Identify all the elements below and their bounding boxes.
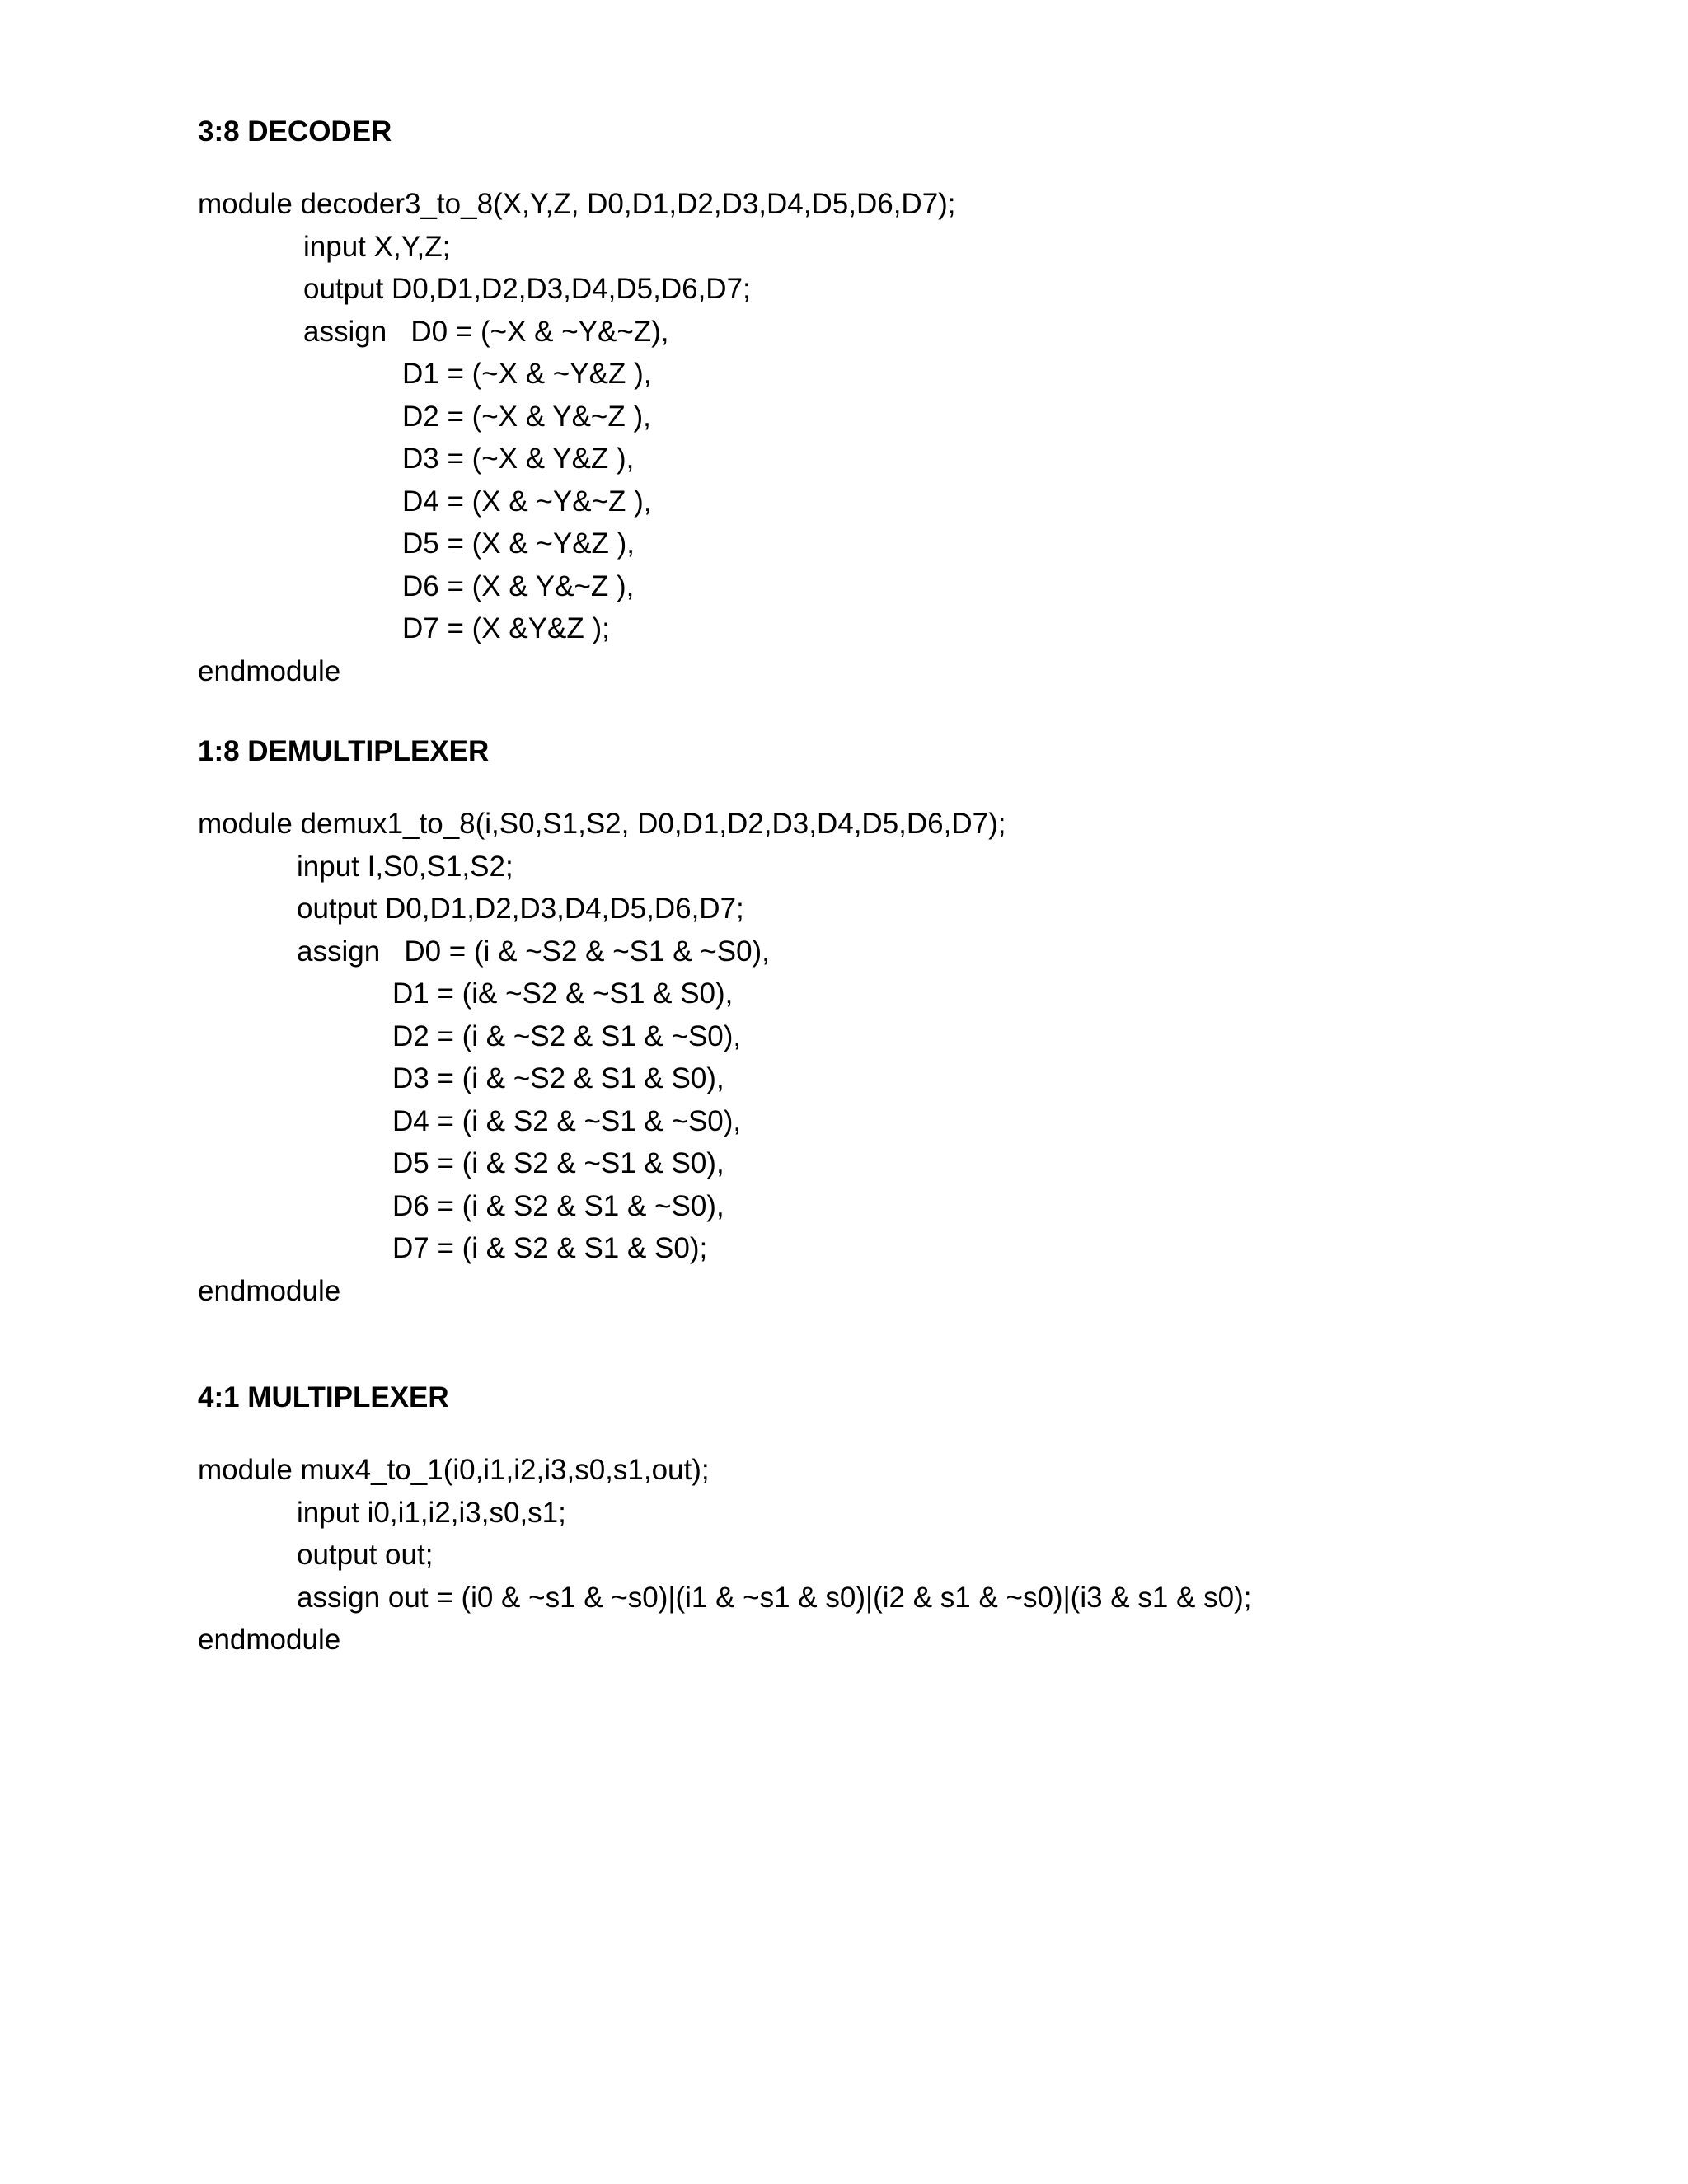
mux-heading: 4:1 MULTIPLEXER (198, 1381, 449, 1413)
demux-assign-d2: D2 = (i & ~S2 & S1 & ~S0), (392, 1019, 742, 1052)
demux-assign-d5: D5 = (i & S2 & ~S1 & S0), (392, 1147, 724, 1179)
mux-section (198, 1380, 1599, 1661)
decoder-module-line: module decoder3_to_8(X,Y,Z, D0,D1,D2,D3,D4,D5,D6,D7); (198, 188, 956, 220)
decoder-assign-d3: D3 = (~X & Y&Z ), (402, 443, 635, 475)
decoder-assign-d4: D4 = (X & ~Y&~Z ), (402, 485, 652, 518)
demux-assign-d3: D3 = (i & ~S2 & S1 & S0), (392, 1062, 724, 1094)
demux-input-line: input I,S0,S1,S2; (297, 850, 513, 883)
mux-input-line: input i0,i1,i2,i3,s0,s1; (297, 1496, 566, 1529)
demux-assign-d1: D1 = (i& ~S2 & ~S1 & S0), (392, 977, 734, 1010)
decoder-output-line: output D0,D1,D2,D3,D4,D5,D6,D7; (303, 273, 751, 305)
decoder-input-line: input X,Y,Z; (303, 230, 451, 263)
decoder-assign-line: assign D0 = (~X & ~Y&~Z), (303, 315, 669, 348)
mux-module-line: module mux4_to_1(i0,i1,i2,i3,s0,s1,out); (198, 1454, 710, 1486)
decoder-endmodule-line: endmodule (198, 654, 341, 687)
mux-code-block (198, 1449, 1599, 1661)
decoder-assign-d7: D7 = (X &Y&Z ); (402, 612, 610, 644)
demux-assign-line: assign D0 = (i & ~S2 & ~S1 & ~S0), (297, 935, 770, 968)
decoder-assign-d1: D1 = (~X & ~Y&Z ), (402, 358, 652, 390)
demux-code-block (198, 803, 1599, 1312)
demux-output-line: output D0,D1,D2,D3,D4,D5,D6,D7; (297, 893, 744, 925)
decoder-heading: 3:8 DECODER (198, 115, 392, 148)
mux-endmodule-line: endmodule (198, 1624, 341, 1656)
demux-assign-d7: D7 = (i & S2 & S1 & S0); (392, 1232, 708, 1264)
decoder-assign-d6: D6 = (X & Y&~Z ), (402, 569, 635, 602)
decoder-section (198, 114, 1599, 692)
demux-assign-d6: D6 = (i & S2 & S1 & ~S0), (392, 1189, 724, 1222)
demux-module-line: module demux1_to_8(i,S0,S1,S2, D0,D1,D2,D3,D4,D5,D6,D7); (198, 808, 1006, 840)
demux-assign-d4: D4 = (i & S2 & ~S1 & ~S0), (392, 1104, 742, 1137)
decoder-code-block (198, 183, 1599, 692)
demux-heading: 1:8 DEMULTIPLEXER (198, 735, 490, 767)
decoder-assign-d5: D5 = (X & ~Y&Z ), (402, 527, 635, 560)
mux-assign-line: assign out = (i0 & ~s1 & ~s0)|(i1 & ~s1 & s0)|(i2 & s1 & ~s0)|(i3 & s1 & s0); (297, 1581, 1252, 1614)
demux-section (198, 733, 1599, 1312)
demux-endmodule-line: endmodule (198, 1274, 341, 1307)
mux-output-line: output out; (297, 1539, 434, 1571)
decoder-assign-d2: D2 = (~X & Y&~Z ), (402, 400, 651, 433)
